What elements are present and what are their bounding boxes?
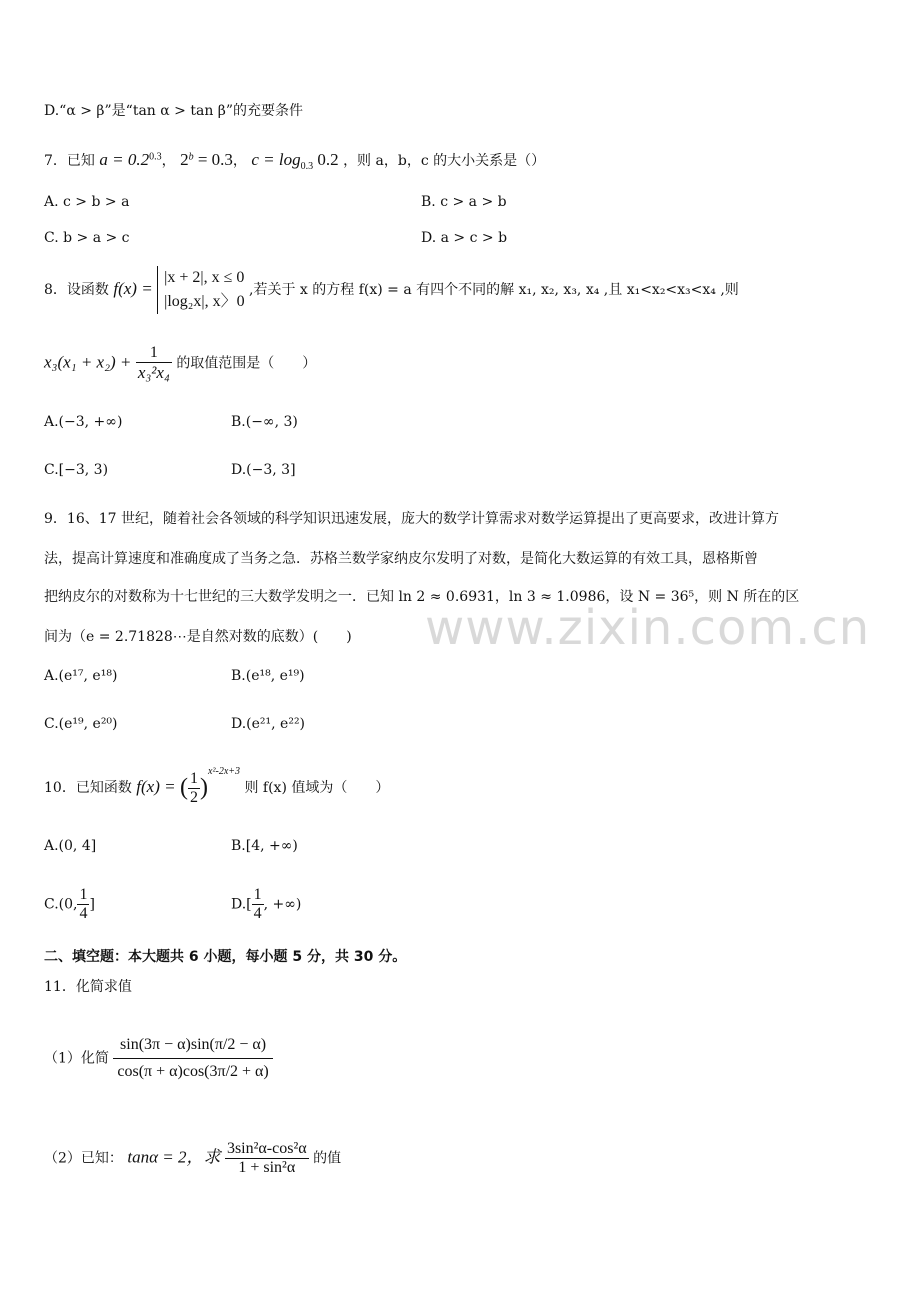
q7-option-c: C. b > a > c [44,230,130,246]
q8-frac-den: x₃²x₄ [137,363,170,382]
q11-p1-fraction [113,1032,272,1085]
q7-option-a: A. c > b > a [44,194,130,210]
q7-log-arg: 0.2 [313,150,339,169]
q7-b-rest: = 0.3 [193,150,233,169]
q11-part-1 [44,1032,273,1085]
q8-case-2: |log₂x|, x〉0 [164,293,245,310]
q10-optc-frac [77,886,89,923]
question-10 [44,766,389,807]
q10-optc-pre: C.(0, [44,896,78,913]
q7-c: c = log [251,150,301,169]
q11-title: 11．化简求值 [44,979,132,995]
q7-log-base: 0.3 [300,160,314,172]
q8-expr-left: x₃(x₁ + x₂) + [44,352,132,372]
q8-expression [44,344,316,383]
q11-p1-label: （1）化简 [44,1050,109,1067]
q10-half [188,770,200,807]
q8-option-a: A.(−3, +∞) [44,414,123,430]
q9-line-2: 法，提高计算速度和准确度成了当务之急．苏格兰数学家纳皮尔发明了对数，是简化大数运算的有效工具，恩格斯曾 [44,551,758,567]
q7-option-b: B. c > a > b [421,194,507,210]
q10-option-a: A.(0, 4] [44,838,97,854]
q10-paren-close: ) [200,774,209,801]
q10-optc-den: 4 [79,905,88,922]
q7-a: a = 0.2 [99,150,150,169]
q8-frac-num: 1 [136,344,172,363]
q10-optd-den: 4 [253,905,262,922]
q9-line-3: 把纳皮尔的对数称为十七世纪的三大数学发明之一．已知 ln 2 ≈ 0.6931，ln 3 ≈ 1.0986，设 N = 36⁵，则 N 所在的区 [44,589,800,605]
q11-p1-den: cos(π + α)cos(3π/2 + α) [117,1063,269,1080]
q9-line-4: 间为（e = 2.71828⋯是自然对数的底数）( ) [44,629,352,645]
q8-fx: f(x) = [113,279,153,298]
question-7: 7．已知 $a = 0.2^{0.3}$， $2^b = 0.3$， $c = \log_{0.3} 0.2$ ，则 a，b，c 的大小关系是（） [44,150,546,172]
q10-option-c [44,886,95,923]
q11-part-2 [44,1140,341,1177]
q10-optd-frac [252,886,264,923]
q11-p2-tail: 的值 [313,1150,342,1167]
q8-number: 8．设函数 [44,282,109,298]
q10-half-num: 1 [190,769,199,787]
q7-a-exp: 0.3 [149,151,162,163]
q10-option-b: B.[4, +∞) [231,838,298,854]
q7-tail: ，则 a，b，c 的大小关系是（） [343,153,546,169]
q10-half-den: 2 [190,788,199,806]
q9-option-d: D.(e²¹, e²²) [231,716,306,732]
q10-optd-post: , +∞) [263,896,302,913]
q8-option-d: D.(−3, 3] [231,462,296,478]
q10-paren-open: ( [180,774,189,801]
q10-optc-num: 1 [79,886,88,903]
q8-piecewise [157,266,244,314]
section-2-heading: 二、填空题：本大题共 6 小题，每小题 5 分，共 30 分。 [44,949,407,965]
q9-line-1: 9．16、17 世纪，随着社会各领域的科学知识迅速发展，庞大的数学计算需求对数学运算提出了更高要求，改进计算方 [44,511,779,527]
q7-option-d: D. a > c > b [421,230,508,246]
q10-option-d [231,886,301,923]
q6-option-d: D.“α > β”是“tan α > tan β”的充要条件 [44,103,304,119]
q11-p2-fraction [225,1140,309,1177]
q11-p2-num: 3sin²α-cos²α [226,1140,307,1157]
q10-tail: 则 f(x) 值域为（ ） [244,780,390,796]
q8-fraction [136,344,172,383]
q11-p2-den: 1 + sin²α [238,1159,296,1176]
q10-number: 10．已知函数 [44,780,132,796]
q7-number: 7．已知 [44,153,95,169]
q10-optd-num: 1 [253,886,262,903]
q8-case-1: |x + 2|, x ≤ 0 [164,269,245,286]
q11-p2-label: （2）已知： [44,1150,123,1167]
q11-p1-num: sin(3π − α)sin(π/2 − α) [113,1032,272,1059]
q9-option-c: C.(e¹⁹, e²⁰) [44,716,118,732]
q8-middle: ,若关于 x 的方程 f(x) = a 有四个不同的解 x₁, x₂, x₃, x₄ ,且 x₁<x₂<x₃<x₄ ,则 [249,282,739,298]
q11-p2-cond: tanα = 2，求 [127,1147,221,1167]
q7-b-exp: b [188,151,194,163]
q8-option-b: B.(−∞, 3) [231,414,298,430]
q10-optd-pre: D.[ [231,896,252,913]
q10-exponent: x²-2x+3 [208,766,240,777]
q9-option-a: A.(e¹⁷, e¹⁸) [44,668,118,684]
question-8 [44,266,739,314]
q8-tail: 的取值范围是（ ） [176,355,317,372]
q9-option-b: B.(e¹⁸, e¹⁹) [231,668,305,684]
q7-b-base: 2 [180,150,189,169]
q10-optc-post: ] [89,896,95,913]
q10-fx: f(x) = [136,777,176,796]
q8-option-c: C.[−3, 3) [44,462,109,478]
watermark: www.zixin.com.cn [425,600,871,656]
